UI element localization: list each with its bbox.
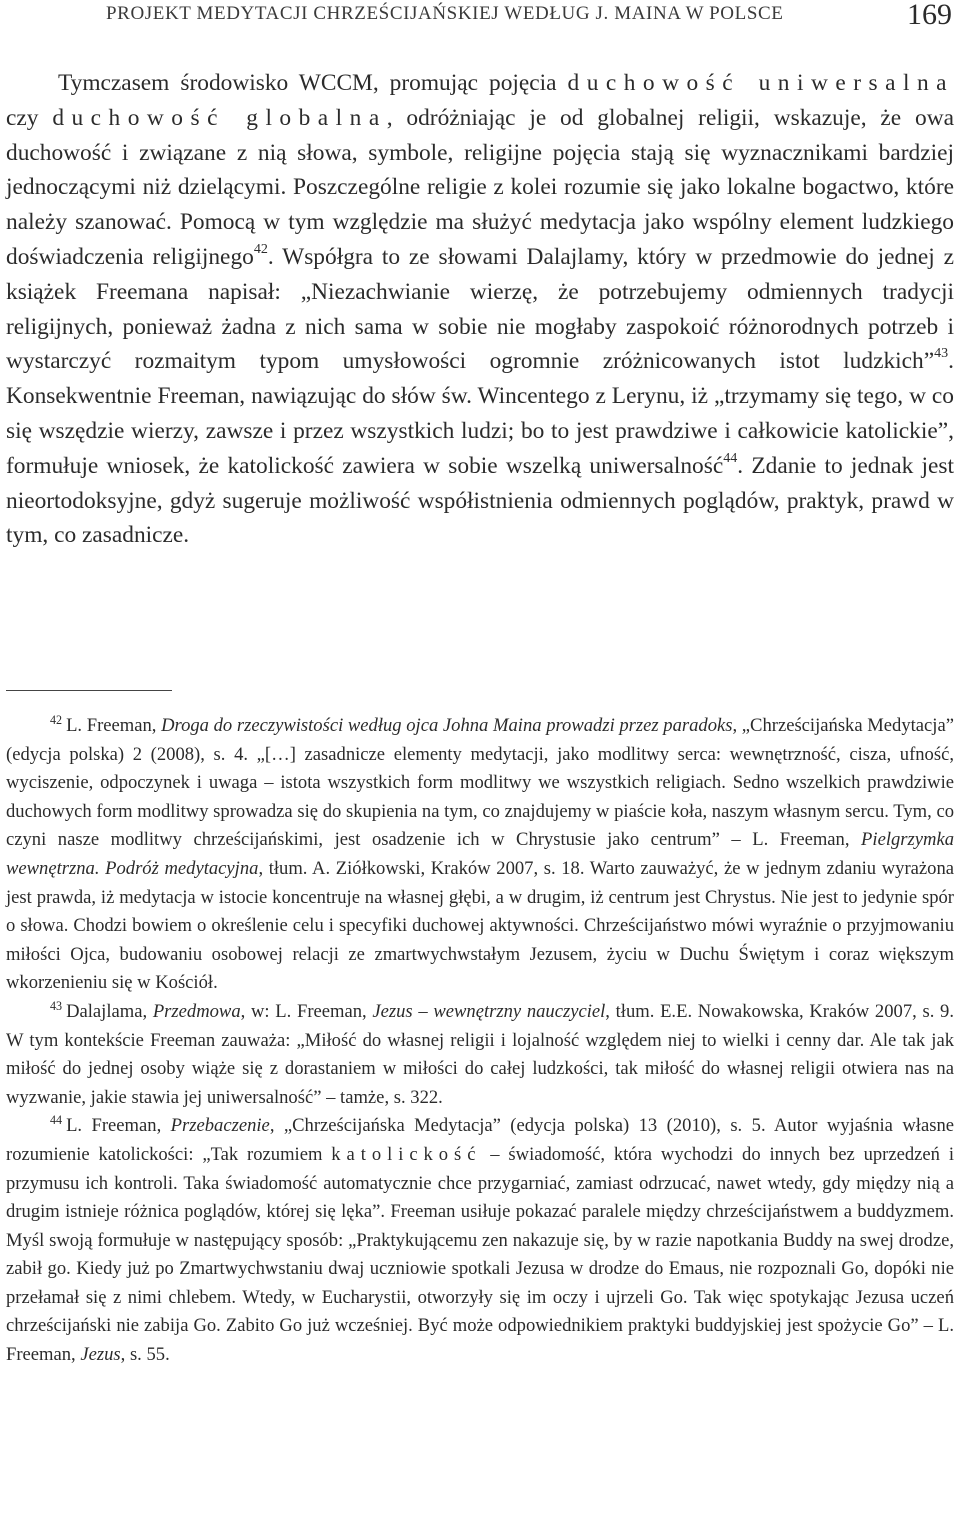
cited-title: Pielgrzymka wewnętrzna. Podróż medytacyjna xyxy=(6,829,954,879)
footnote-ref: 42 xyxy=(253,241,268,258)
footnote-42 xyxy=(6,712,954,998)
page-number: 169 xyxy=(907,0,952,31)
cited-title: Droga do rzeczywistości według ojca Johna Maina prowadzi przez paradoks xyxy=(161,715,733,736)
running-head: PROJEKT MEDYTACJI CHRZEŚCIJAŃSKIEJ WEDŁUG J. MAINA W POLSCE xyxy=(106,3,784,24)
body-text: Tymczasem środowisko WCCM, promując pojęcia xyxy=(58,70,568,96)
spaced-term: duchowość uniwersalna xyxy=(567,70,954,96)
body-text: , odróżniając je od globalnej religii, wskazuje, że owa duchowość i związane z nią słowa, symbole, religijne pojęcia stają się wyznacznikami bardziej jednoczącymi niż dzielącymi. Poszczególne religie z kolei rozumie się jako lokalne bogactwo, które należy szanować. Pomocą w tym względzie ma służyć medytacja jako wspólny element ludzkiego doświadczenia religijnego xyxy=(6,104,954,270)
main-text xyxy=(6,66,954,553)
footnote-text: L. Freeman, xyxy=(66,1115,171,1137)
footnote-text: , „Chrześcijańska Medytacja” (edycja polska) 13 (2010), s. 5. Autor wyjaśnia własne rozumienie katolickości: „Tak rozumiem xyxy=(6,1115,954,1165)
footnote-text: – świadomość, która wychodzi do innych bez uprzedzeń i przymusu ich kontroli. Taka świadomość automatycznie chce przygarniać, zamiast odrzucać, nawet wtedy, gdy między nią a drugim istnieje różnica poglądów, której się lęka”. Freeman usiłuje pokazać paralele między chrześcijaństwem a buddyzmem. Myśl swoją formułuje w następujący sposób: „Praktykującemu zen nakazuje się, by w razie napotkania Buddy na swej drodze, zabił go. Kiedy już po Zmartwychwstaniu dwaj uczniowie spotkali Jezusa w drodze do Emaus, nie rozpoznali Go, dopóki nie przełamał się z nimi chlebem. Wtedy, w Eucharystii, otworzyły się im oczy i ujrzeli Go. Tak więc spotykając Jezusa uczeń chrześcijański nie zabija Go. Zabito Go już wcześniej. Być może odpowiednikiem praktyki buddyjskiej jest spożycie Go” – L. Freeman, xyxy=(6,1143,954,1366)
footnote-44 xyxy=(6,1112,954,1369)
spaced-term: duchowość globalna xyxy=(52,104,387,131)
footnote-number: 42 xyxy=(50,712,63,727)
footnote-text: , w: L. Freeman, xyxy=(240,1000,373,1022)
cited-title: Przedmowa xyxy=(152,1000,241,1022)
spaced-term: katolickość xyxy=(331,1143,482,1165)
footnote-separator xyxy=(6,690,172,691)
body-text: . Zdanie to jednak jest nieortodoksyjne, gdyż sugeruje możliwość współistnienia odmiennych poglądów, praktyk, prawd w tym, co zasadnicze. xyxy=(6,452,954,549)
footnote-ref: 43 xyxy=(934,345,949,362)
footnote-number: 43 xyxy=(50,998,63,1013)
footnote-text: , s. 55. xyxy=(120,1344,170,1366)
footnotes xyxy=(6,712,954,1370)
footnote-ref: 44 xyxy=(723,449,738,466)
footnote-text: , „Chrześcijańska Medytacja” (edycja polska) 2 (2008), s. 4. „[…] zasadnicze elementy medytacji, jako modlitwy serca: wewnętrzność, cisza, ufność, wyciszenie, odpoczynek i uwaga – istota wszystkich form modlitwy we wszystkich religiach. Sedno wszelkich prawdziwie duchowych form modlitwy sprowadza się do skupienia na tym, co znajdujemy w piaście koła, naszym własnym sercu. Tym, co czyni nasze modlitwy chrześcijańskimi, jest osadzenie ich w Chrystusie jako centrum” – L. Freeman, xyxy=(6,715,954,851)
footnote-text: , tłum. A. Ziółkowski, Kraków 2007, s. 18. Warto zauważyć, że w jednym zdaniu wyrażona jest prawda, iż medytacja w istocie koncentruje na własnej głębi, a w drugim, iż centrum jest Chrystus. Nie jest to jedynie spór o słowa. Chodzi bowiem o określenie celu i specyfiki duchowej aktywności. Chrześcijaństwo mówi wyraźnie o przyjmowaniu miłości Ojca, budowaniu osobowej relacji ze zmartwychwstałym Jezusem, życiu w Duchu Świętym i coraz większym wkorzenieniu się w Kościół. xyxy=(6,857,954,994)
footnote-number: 44 xyxy=(50,1113,63,1128)
cited-title: Przebaczenie xyxy=(170,1115,270,1137)
body-paragraph xyxy=(6,66,954,553)
page-header xyxy=(0,0,960,34)
body-text: czy xyxy=(6,104,53,131)
body-text: . Konsekwentnie Freeman, nawiązując do słów św. Wincentego z Lerynu, iż „trzymamy się tego, w co się wszędzie wierzy, zawsze i przez wszystkich ludzi; bo to jest prawdziwe i całkowicie katolickie”, formułuje wniosek, że katolickość zawiera w sobie wszelką uniwersalność xyxy=(6,348,954,479)
body-text: . Współgra to ze słowami Dalajlamy, który w przedmowie do jednej z książek Freemana napisał: „Niezachwianie wierzę, że potrzebujemy odmiennych tradycji religijnych, ponieważ żadna z nich sama w sobie nie mogłaby zaspokoić różnorodnych potrzeb i wystarczyć rozmaitym typom umysłowości ogromnie zróżnicowanych istot ludzkich” xyxy=(6,243,955,375)
footnote-text: Dalajlama, xyxy=(66,1000,153,1022)
cited-title: Jezus xyxy=(80,1344,121,1366)
footnote-43 xyxy=(6,998,954,1112)
cited-title: Jezus – wewnętrzny nauczyciel xyxy=(372,1000,606,1022)
footnote-text: , tłum. E.E. Nowakowska, Kraków 2007, s. 9. W tym kontekście Freeman zauważa: „Miłość do własnej religii i lojalność względem niej to wielki i cenny dar. Ale tak jak miłość do jednej osoby wiąże się z dorastaniem w miłości do całej ludzkości, tak miłość do własnej religii otwiera nas na wyzwanie, jakie stawia jej uniwersalność” – tamże, s. 322. xyxy=(6,1000,954,1108)
footnote-text: L. Freeman, xyxy=(66,715,162,736)
